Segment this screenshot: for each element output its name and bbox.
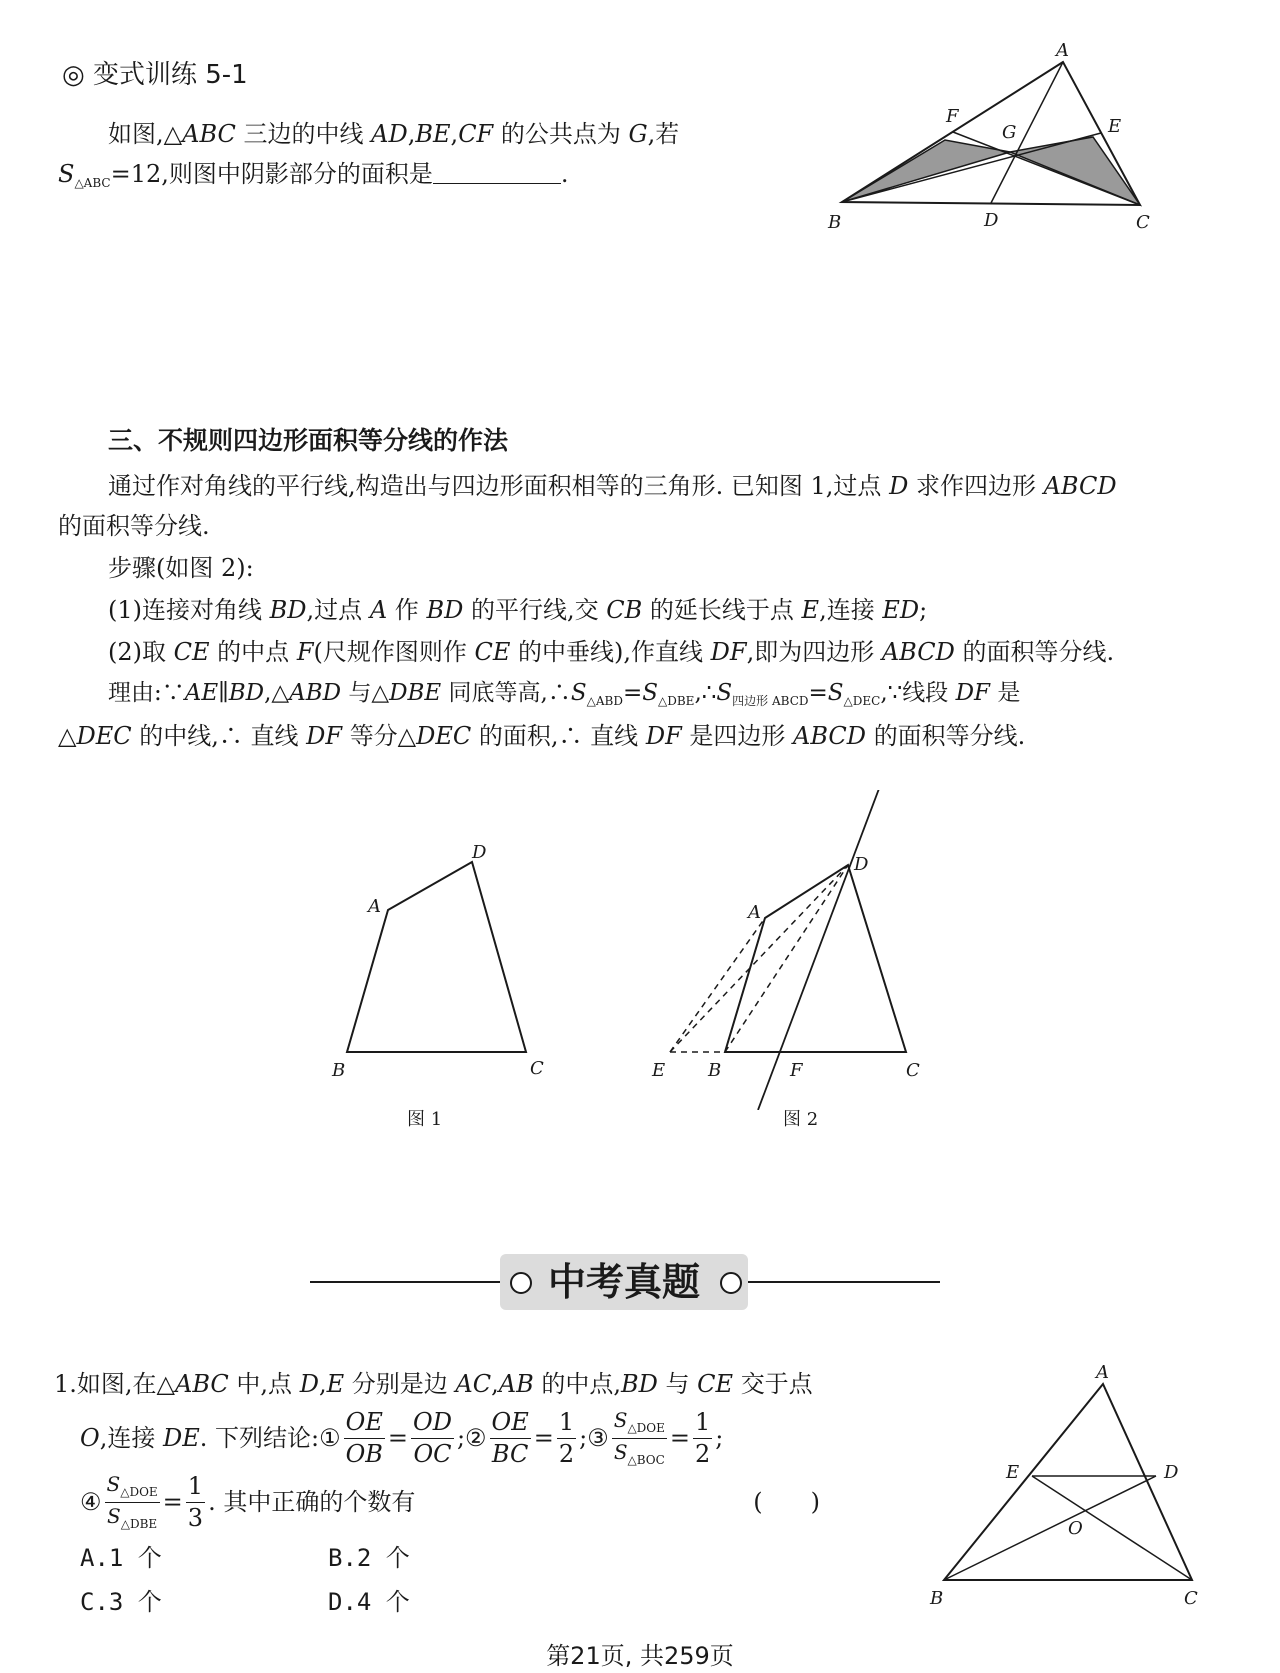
q1-label-a: A	[1096, 1362, 1109, 1383]
q1-line-3: ④ $\frac{S_{\triangle DOE}}{S_{\triangle DBE}}$ = $\frac{1}{3}$ . 其中正确的个数有 ( )	[80, 1472, 820, 1532]
option-a[interactable]: A.1 个	[80, 1544, 162, 1572]
option-c[interactable]: C.3 个	[80, 1588, 162, 1616]
diagonal-bd	[725, 865, 848, 1052]
figure-1	[320, 840, 570, 1090]
fraction-one-third: $\frac{1}{3}$	[187, 1472, 204, 1532]
triangle-abc	[944, 1384, 1192, 1580]
fraction-od-oc: $\frac{OD}{OC}$	[413, 1408, 452, 1468]
answer-blank	[433, 163, 561, 184]
fig1-label-b: B	[332, 1060, 346, 1081]
quadrilateral-abcd	[347, 862, 526, 1052]
fig1-label-c: C	[530, 1058, 544, 1079]
banner-left-dot-icon	[510, 1272, 532, 1294]
fig2-label-b: B	[708, 1060, 722, 1081]
line-ed	[670, 865, 848, 1052]
q1-line-2: O ,连接 DE . 下列结论: ① $\frac{OE}{OB}$ = $\frac{OD}{OC}$ ; ② $\frac{OE}{BC}$ = $\frac{1}{2}$ ; ③ $\frac{S_{\triangle DOE}}{S_{\triangle BOC}}$ = $\frac{1}{2}$ ;	[80, 1408, 724, 1468]
option-d[interactable]: D.4 个	[328, 1588, 410, 1616]
label-e: E	[1108, 116, 1122, 137]
step-2: (2)取 CE 的中点 F(尺规作图则作 CE 的中垂线),作直线 DF,即为四边形 ABCD 的面积等分线.	[108, 638, 1115, 666]
q1-line-1: 1.如图,在△ABC 中,点 D,E 分别是边 AC,AB 的中点,BD 与 CE 交于点	[54, 1370, 813, 1398]
fig2-label-f: F	[790, 1060, 803, 1081]
q1-label-d: D	[1164, 1462, 1179, 1483]
steps-heading: 步骤(如图 2):	[108, 554, 254, 582]
figure-1-caption: 图 1	[407, 1109, 443, 1130]
label-f: F	[946, 106, 959, 127]
page-number: 第21页, 共259页	[546, 1642, 734, 1670]
figure-2	[640, 790, 960, 1110]
fraction-oe-ob: $\frac{OE}{OB}$	[345, 1408, 383, 1468]
exercise-title: ◎ 变式训练 5-1	[62, 60, 248, 90]
q1-label-o: O	[1068, 1518, 1083, 1539]
label-b: B	[828, 212, 842, 233]
exercise-line-1: 如图,△ABC 三边的中线 AD,BE,CF 的公共点为 G,若	[108, 120, 680, 148]
section-para-line-1: 通过作对角线的平行线,构造出与四边形面积相等的三角形. 已知图 1,过点 D 求作四边形 ABCD	[108, 472, 1117, 500]
section-heading: 三、不规则四边形面积等分线的作法	[108, 426, 509, 455]
answer-bracket: ( )	[753, 1488, 820, 1516]
reason-line-2: △DEC 的中线,∴ 直线 DF 等分△DEC 的面积,∴ 直线 DF 是四边形 ABCD 的面积等分线.	[58, 722, 1026, 750]
fraction-sdoe-sdbe: $\frac{S_{\triangle DOE}}{S_{\triangle DBE}}$	[106, 1472, 158, 1531]
section-para-line-2: 的面积等分线.	[58, 512, 210, 540]
reason-line-1: 理由:∵AE∥BD,△ABD 与△DBE 同底等高$,\therefore S_{\triangle ABD}=S_{\triangle DBE},\therefore S_{四边形 ABCD}=S_{\triangle DEC},\because$线段 DF 是	[108, 680, 1021, 708]
q1-label-e: E	[1006, 1462, 1020, 1483]
fraction-oe-bc: $\frac{OE}{BC}$	[491, 1408, 529, 1468]
triangle-midpoints-figure	[920, 1362, 1210, 1622]
fraction-one-half-2: $\frac{1}{2}$	[695, 1408, 711, 1468]
fraction-sdoe-sboc: $\frac{S_{\triangle DOE}}{S_{\triangle BOC}}$	[613, 1408, 665, 1467]
fig1-label-a: A	[368, 896, 381, 917]
q1-label-b: B	[930, 1588, 944, 1609]
fig2-label-c: C	[906, 1060, 920, 1081]
label-d: D	[984, 210, 999, 231]
triangle-medians-figure	[820, 40, 1160, 240]
figure-2-caption: 图 2	[783, 1109, 819, 1130]
line-df	[758, 790, 880, 1110]
label-a: A	[1056, 40, 1069, 61]
step-1: (1)连接对角线 BD,过点 A 作 BD 的平行线,交 CB 的延长线于点 E,连接 ED;	[108, 596, 928, 624]
exercise-line-2: $S_{\triangle ABC}=12$,则图中阴影部分的面积是 .	[58, 160, 569, 190]
label-c: C	[1136, 212, 1150, 233]
option-b[interactable]: B.2 个	[328, 1544, 410, 1572]
fig1-label-d: D	[472, 842, 487, 863]
label-g: G	[1002, 122, 1017, 143]
q1-label-c: C	[1184, 1588, 1198, 1609]
line-ae	[670, 918, 765, 1052]
banner-right-dot-icon	[720, 1272, 742, 1294]
fig2-label-d: D	[854, 854, 869, 875]
fig2-label-a: A	[748, 902, 761, 923]
segment-bd	[944, 1476, 1156, 1580]
fraction-one-half: $\frac{1}{2}$	[558, 1408, 575, 1468]
fig2-label-e: E	[652, 1060, 666, 1081]
banner-title: 中考真题	[547, 1260, 700, 1304]
shaded-region-right	[1010, 137, 1140, 205]
